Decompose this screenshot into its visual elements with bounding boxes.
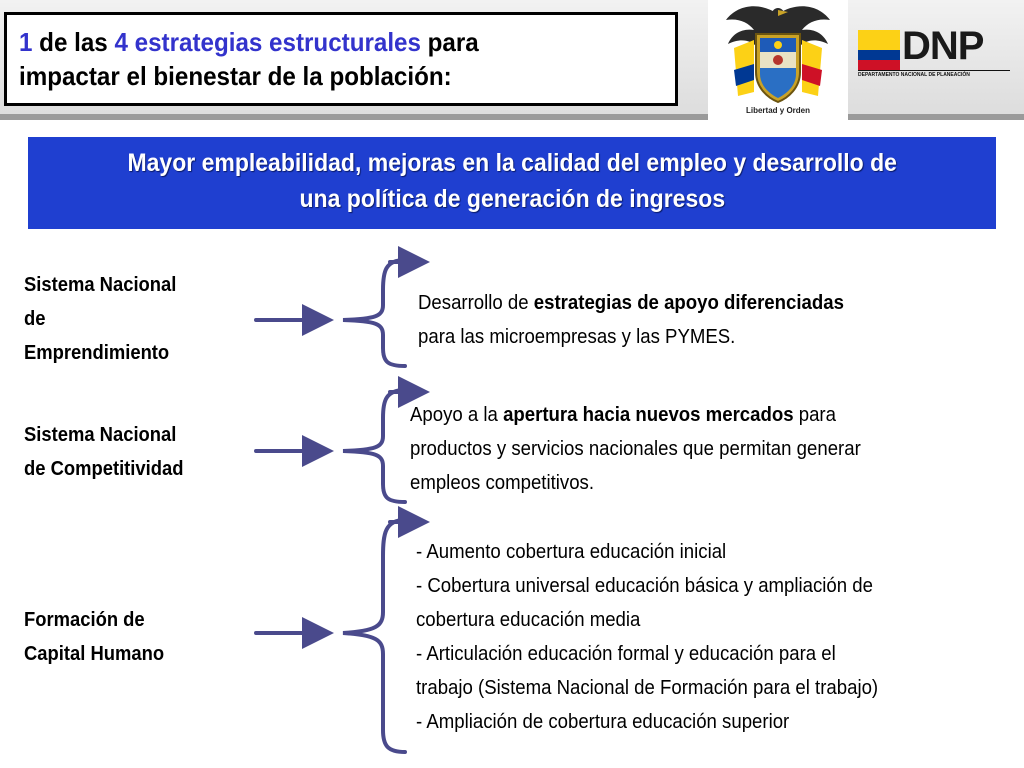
desc-competitividad [410,398,861,500]
label-line: Formación de [24,609,145,631]
title-number-four: 4 [114,27,128,57]
bullet-line: - Aumento cobertura educación inicial [416,541,727,563]
title-number-one: 1 [19,27,33,57]
motto-text: Libertad y Orden [745,106,810,115]
brace-icon [343,260,405,366]
title-part1: de las [39,27,108,57]
label-line: Capital Humano [24,643,165,665]
bullet-line: - Articulación educación formal y educación para el [416,643,836,665]
label-line: Sistema Nacional [24,424,177,446]
bullet-line: - Cobertura universal educación básica y ampliación de [416,575,873,597]
dnp-logo-text: DNP [902,24,984,68]
label-line: Sistema Nacional [24,274,177,296]
dnp-subtitle: DEPARTAMENTO NACIONAL DE PLANEACIÓN [858,70,1010,78]
banner-line1: Mayor empleabilidad, mejoras en la calidad del empleo y desarrollo de [127,149,897,177]
brace-icon [343,520,405,752]
bullet-line: cobertura educación media [416,609,641,631]
desc-capital-humano [416,535,878,739]
desc-line: empleos competitivos. [410,472,595,494]
desc-line [410,398,861,432]
brace-icon [343,390,405,502]
desc-line: para las microempresas y las PYMES. [418,326,736,348]
desc-emprendimiento [418,286,844,354]
desc-line [418,286,844,320]
desc-text: Apoyo a la [410,404,504,426]
label-line: Emprendimiento [24,342,170,364]
label-line: de Competitividad [24,458,184,480]
banner-line2: una política de generación de ingresos [299,185,725,213]
bullet-line: - Ampliación de cobertura educación superior [416,711,790,733]
desc-text: para [793,404,836,426]
desc-text: Desarrollo de [418,292,534,314]
title-highlight: estrategias estructurales [134,27,421,57]
bullet-line: trabajo (Sistema Nacional de Formación para el trabajo) [416,677,879,699]
title-part2: para [427,27,479,57]
label-line: de [24,308,46,330]
title-line2: impactar el bienestar de la población: [19,61,452,91]
desc-bold: apertura hacia nuevos mercados [503,404,794,426]
desc-bold: estrategias de apoyo diferenciadas [533,292,844,314]
desc-line: productos y servicios nacionales que permitan generar [410,438,861,460]
